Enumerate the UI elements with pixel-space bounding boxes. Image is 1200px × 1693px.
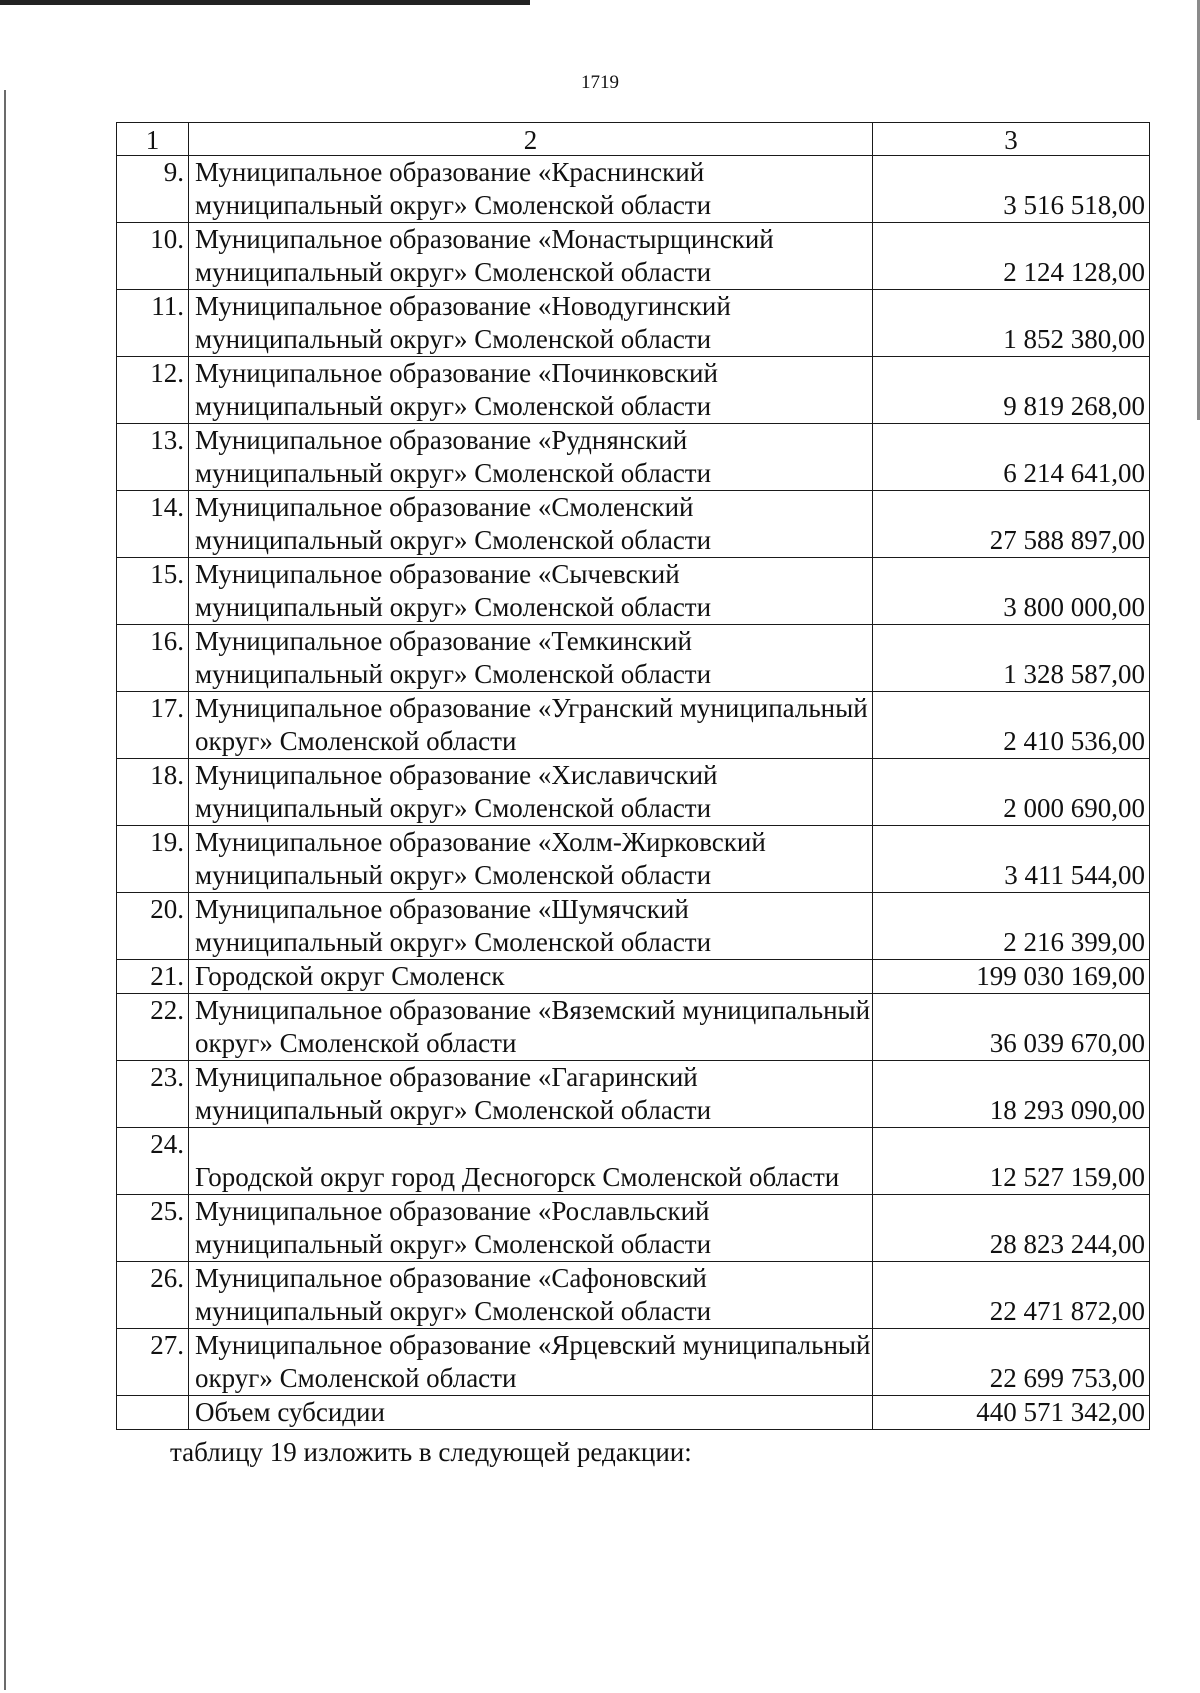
table-row <box>117 491 1150 558</box>
table-row <box>117 223 1150 290</box>
table-row <box>117 558 1150 625</box>
row-value: 2 216 399,00 <box>873 893 1150 960</box>
row-number: 10. <box>117 223 189 290</box>
table-row <box>117 1195 1150 1262</box>
scan-edge-top <box>0 0 530 5</box>
table-row <box>117 625 1150 692</box>
row-value: 1 328 587,00 <box>873 625 1150 692</box>
row-name: Муниципальное образование «Угранский муниципальный округ» Смоленской области <box>189 692 873 759</box>
row-number: 23. <box>117 1061 189 1128</box>
subsidy-table <box>116 122 1150 1430</box>
row-name: Муниципальное образование «Шумячский муниципальный округ» Смоленской области <box>189 893 873 960</box>
row-name: Муниципальное образование «Монастырщинский муниципальный округ» Смоленской области <box>189 223 873 290</box>
scan-edge-left <box>4 90 6 1690</box>
row-value: 12 527 159,00 <box>873 1128 1150 1195</box>
row-name: Муниципальное образование «Гагаринский муниципальный округ» Смоленской области <box>189 1061 873 1128</box>
table-row <box>117 826 1150 893</box>
row-number: 20. <box>117 893 189 960</box>
table-row <box>117 1329 1150 1396</box>
row-value: 1 852 380,00 <box>873 290 1150 357</box>
row-name: Муниципальное образование «Хиславичский муниципальный округ» Смоленской области <box>189 759 873 826</box>
table-row <box>117 692 1150 759</box>
row-name: Муниципальное образование «Краснинский муниципальный округ» Смоленской области <box>189 156 873 223</box>
row-value: 3 411 544,00 <box>873 826 1150 893</box>
row-number: 17. <box>117 692 189 759</box>
row-value: 2 124 128,00 <box>873 223 1150 290</box>
row-number: 14. <box>117 491 189 558</box>
row-name: Городской округ город Десногорск Смоленской области <box>189 1128 873 1195</box>
row-value: 440 571 342,00 <box>873 1396 1150 1430</box>
table-header-row <box>117 123 1150 156</box>
row-value: 22 471 872,00 <box>873 1262 1150 1329</box>
row-number: 24. <box>117 1128 189 1195</box>
row-number: 22. <box>117 994 189 1061</box>
header-cell-1: 1 <box>117 123 189 156</box>
row-value: 3 800 000,00 <box>873 558 1150 625</box>
table-row <box>117 156 1150 223</box>
table-row <box>117 1262 1150 1329</box>
page-number: 1719 <box>581 72 619 93</box>
row-number: 11. <box>117 290 189 357</box>
row-value: 27 588 897,00 <box>873 491 1150 558</box>
row-value: 36 039 670,00 <box>873 994 1150 1061</box>
table-row <box>117 759 1150 826</box>
table-row <box>117 1061 1150 1128</box>
row-number: 12. <box>117 357 189 424</box>
row-name: Муниципальное образование «Починковский муниципальный округ» Смоленской области <box>189 357 873 424</box>
row-number: 26. <box>117 1262 189 1329</box>
row-number: 21. <box>117 960 189 994</box>
table-row <box>117 960 1150 994</box>
row-number <box>117 1396 189 1430</box>
row-name: Муниципальное образование «Холм-Жирковский муниципальный округ» Смоленской области <box>189 826 873 893</box>
table-row <box>117 994 1150 1061</box>
row-value: 22 699 753,00 <box>873 1329 1150 1396</box>
row-number: 13. <box>117 424 189 491</box>
row-number: 19. <box>117 826 189 893</box>
row-name: Муниципальное образование «Вяземский муниципальный округ» Смоленской области <box>189 994 873 1061</box>
header-cell-2: 2 <box>189 123 873 156</box>
table-row <box>117 893 1150 960</box>
row-value: 2 410 536,00 <box>873 692 1150 759</box>
row-name: Муниципальное образование «Сафоновский муниципальный округ» Смоленской области <box>189 1262 873 1329</box>
row-name: Муниципальное образование «Руднянский муниципальный округ» Смоленской области <box>189 424 873 491</box>
row-number: 18. <box>117 759 189 826</box>
row-number: 27. <box>117 1329 189 1396</box>
row-number: 16. <box>117 625 189 692</box>
table-row <box>117 1128 1150 1195</box>
row-name: Объем субсидии <box>189 1396 873 1430</box>
row-value: 3 516 518,00 <box>873 156 1150 223</box>
row-value: 6 214 641,00 <box>873 424 1150 491</box>
row-name: Муниципальное образование «Темкинский муниципальный округ» Смоленской области <box>189 625 873 692</box>
row-name: Муниципальное образование «Рославльский муниципальный округ» Смоленской области <box>189 1195 873 1262</box>
row-name: Городской округ Смоленск <box>189 960 873 994</box>
row-value: 199 030 169,00 <box>873 960 1150 994</box>
row-value: 9 819 268,00 <box>873 357 1150 424</box>
row-number: 15. <box>117 558 189 625</box>
row-name: Муниципальное образование «Новодугинский муниципальный округ» Смоленской области <box>189 290 873 357</box>
row-value: 28 823 244,00 <box>873 1195 1150 1262</box>
table-row <box>117 424 1150 491</box>
table-body <box>117 123 1150 1430</box>
row-name: Муниципальное образование «Ярцевский муниципальный округ» Смоленской области <box>189 1329 873 1396</box>
header-cell-3: 3 <box>873 123 1150 156</box>
row-value: 18 293 090,00 <box>873 1061 1150 1128</box>
row-number: 25. <box>117 1195 189 1262</box>
table-row <box>117 1396 1150 1430</box>
row-value: 2 000 690,00 <box>873 759 1150 826</box>
table-row <box>117 290 1150 357</box>
footer-text: таблицу 19 изложить в следующей редакции: <box>170 1437 692 1467</box>
row-name: Муниципальное образование «Сычевский муниципальный округ» Смоленской области <box>189 558 873 625</box>
table-row <box>117 357 1150 424</box>
row-name: Муниципальное образование «Смоленский муниципальный округ» Смоленской области <box>189 491 873 558</box>
row-number: 9. <box>117 156 189 223</box>
